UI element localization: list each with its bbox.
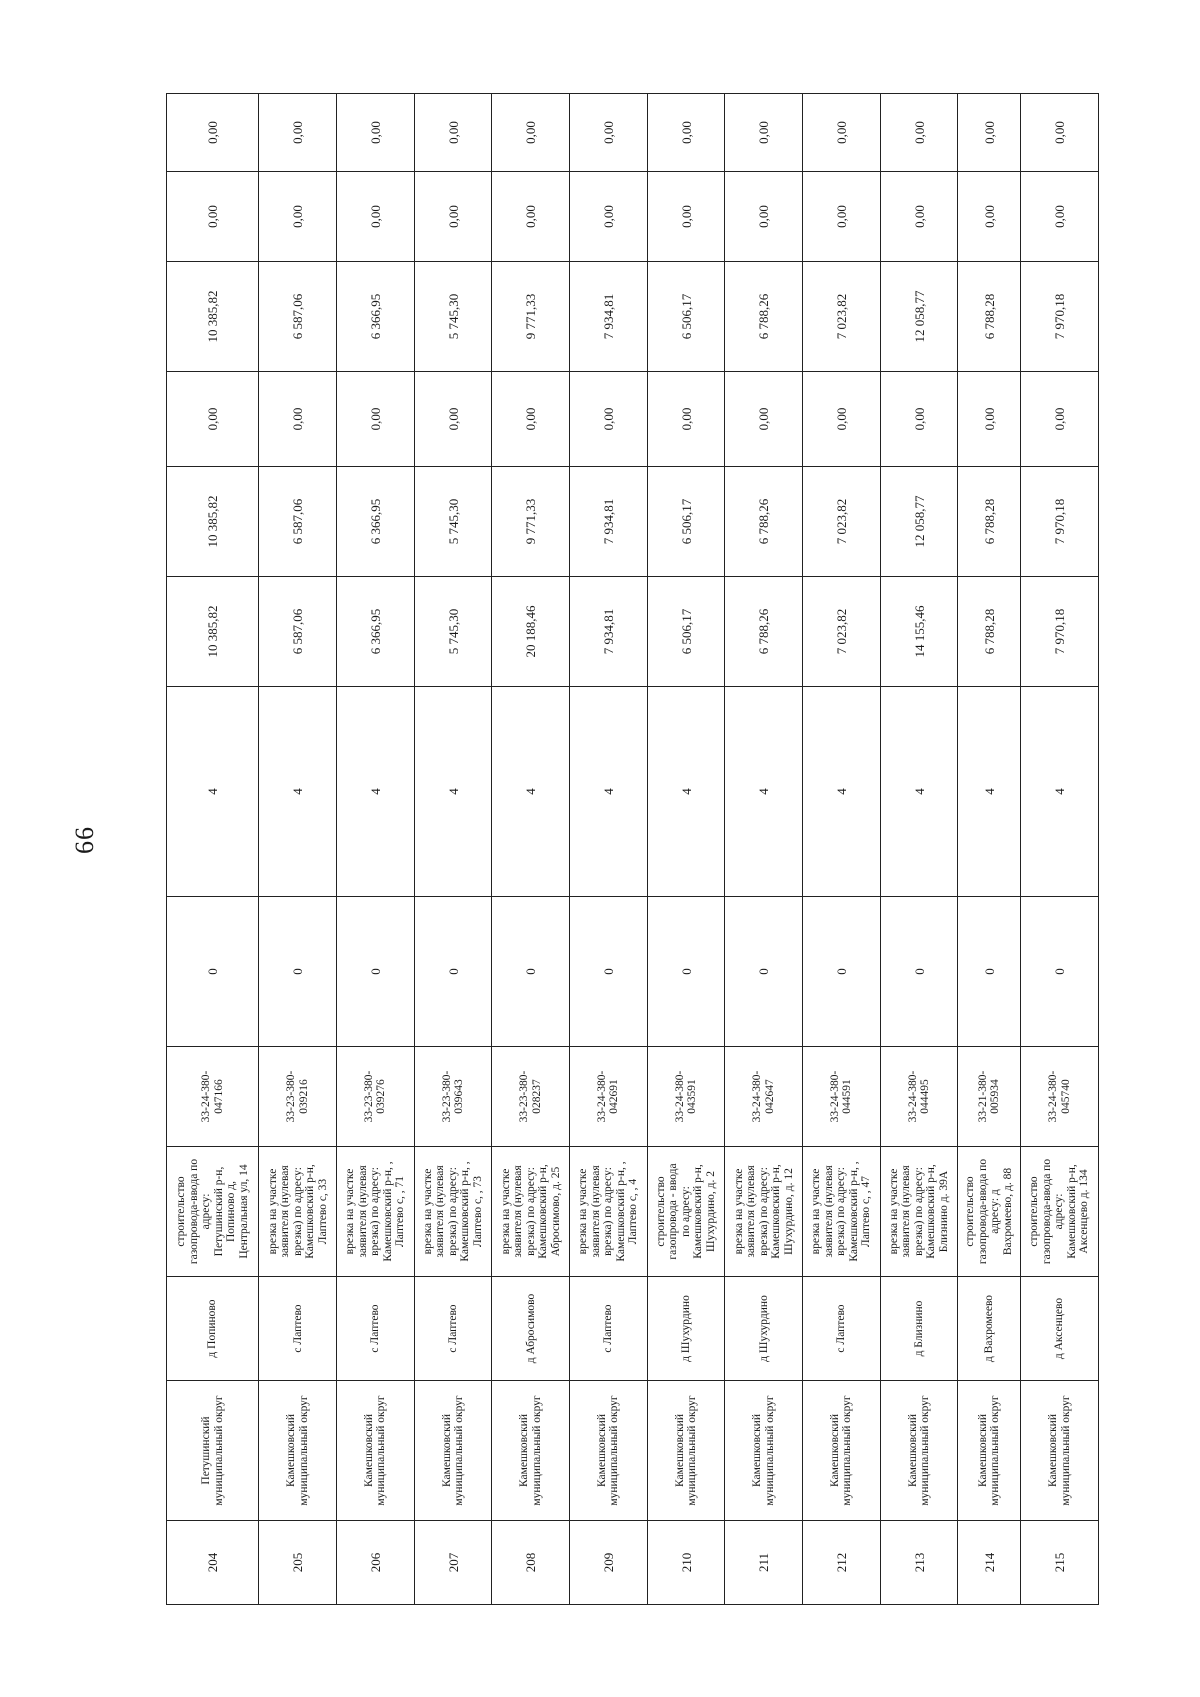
value-cell-2: 4 <box>492 687 570 897</box>
value-cell-1: 0 <box>167 897 259 1047</box>
district-cell: Камешковский муниципальный округ <box>1021 1381 1099 1521</box>
value-cell-7: 0,00 <box>1021 172 1099 262</box>
cadastral-number-cell <box>492 1047 570 1147</box>
cadastral-number-cell <box>958 1047 1021 1147</box>
value-cell-8: 0,00 <box>647 94 725 172</box>
district-cell: Камешковский муниципальный округ <box>803 1381 881 1521</box>
description-cell <box>414 1147 492 1277</box>
table-row <box>725 94 803 1605</box>
value-cell-3: 6 587,06 <box>259 577 337 687</box>
value-cell-5: 0,00 <box>880 372 958 467</box>
cadastral-number-cell <box>725 1047 803 1147</box>
settlement-cell: с Лаптево <box>259 1277 337 1381</box>
settlement-cell: д Шухурдино <box>725 1277 803 1381</box>
value-cell-7: 0,00 <box>492 172 570 262</box>
value-cell-6: 6 506,17 <box>647 262 725 372</box>
cadastral-number-cell-text: 33-24-380- 045740 <box>1047 1070 1072 1123</box>
value-cell-5: 0,00 <box>570 372 648 467</box>
value-cell-3: 6 366,95 <box>337 577 415 687</box>
settlement-cell: д Близнино <box>880 1277 958 1381</box>
table-row <box>1021 94 1099 1605</box>
value-cell-8: 0,00 <box>958 94 1021 172</box>
value-cell-3: 5 745,30 <box>414 577 492 687</box>
district-cell: Камешковский муниципальный округ <box>492 1381 570 1521</box>
value-cell-5: 0,00 <box>725 372 803 467</box>
cadastral-number-cell-text: 33-24-380- 047166 <box>200 1070 225 1123</box>
value-cell-4: 6 506,17 <box>647 467 725 577</box>
district-cell: Камешковский муниципальный округ <box>958 1381 1021 1521</box>
value-cell-2: 4 <box>803 687 881 897</box>
value-cell-5: 0,00 <box>414 372 492 467</box>
value-cell-7: 0,00 <box>167 172 259 262</box>
district-cell: Камешковский муниципальный округ <box>337 1381 415 1521</box>
table-row <box>259 94 337 1605</box>
description-cell-text: врезка на участке заявителя (нулевая врезка) по адресу: Камешковский р-н, Близнино д. 39А <box>887 1164 950 1259</box>
description-cell <box>647 1147 725 1277</box>
value-cell-2: 4 <box>414 687 492 897</box>
cadastral-number-cell <box>337 1047 415 1147</box>
cadastral-number-cell-text: 33-24-380- 044495 <box>906 1070 932 1123</box>
value-cell-2: 4 <box>880 687 958 897</box>
cadastral-number-cell-text: 33-24-380- 042647 <box>751 1070 776 1123</box>
settlement-cell: с Лаптево <box>570 1277 648 1381</box>
description-cell-text: врезка на участке заявителя (нулевая врезка) по адресу: Камешковский р-н, Шухурдино, д. 12 <box>732 1164 795 1259</box>
settlement-cell: с Лаптево <box>414 1277 492 1381</box>
value-cell-6: 7 970,18 <box>1021 262 1099 372</box>
value-cell-5: 0,00 <box>647 372 725 467</box>
value-cell-3: 6 506,17 <box>647 577 725 687</box>
settlement-cell: д Шухурдино <box>647 1277 725 1381</box>
value-cell-4: 7 023,82 <box>803 467 881 577</box>
cadastral-number-cell-text: 33-23-380- 028237 <box>518 1070 543 1123</box>
description-cell <box>880 1147 958 1277</box>
district-cell: Камешковский муниципальный округ <box>259 1381 337 1521</box>
description-cell-text: строительство газопровода-ввода по адресу: Камешковский р-н, Аксенцево д. 134 <box>1028 1158 1091 1265</box>
table-row <box>167 94 259 1605</box>
value-cell-1: 0 <box>725 897 803 1047</box>
row-number-cell: 215 <box>1021 1521 1099 1605</box>
value-cell-6: 10 385,82 <box>167 262 259 372</box>
value-cell-8: 0,00 <box>414 94 492 172</box>
value-cell-7: 0,00 <box>570 172 648 262</box>
cadastral-number-cell-text: 33-23-380- 039643 <box>440 1070 466 1123</box>
value-cell-8: 0,00 <box>337 94 415 172</box>
data-table <box>166 93 1099 1605</box>
cadastral-number-cell-text: 33-24-380- 043591 <box>673 1070 699 1123</box>
description-cell <box>337 1147 415 1277</box>
cadastral-number-cell <box>259 1047 337 1147</box>
value-cell-4: 7 934,81 <box>570 467 648 577</box>
value-cell-5: 0,00 <box>492 372 570 467</box>
value-cell-7: 0,00 <box>647 172 725 262</box>
table-row <box>492 94 570 1605</box>
district-cell: Камешковский муниципальный округ <box>880 1381 958 1521</box>
row-number-cell: 206 <box>337 1521 415 1605</box>
cadastral-number-cell-text: 33-24-380- 042691 <box>595 1070 621 1123</box>
value-cell-4: 10 385,82 <box>167 467 259 577</box>
table-row <box>880 94 958 1605</box>
value-cell-4: 9 771,33 <box>492 467 570 577</box>
table-row <box>958 94 1021 1605</box>
value-cell-3: 6 788,28 <box>958 577 1021 687</box>
value-cell-6: 7 934,81 <box>570 262 648 372</box>
value-cell-8: 0,00 <box>259 94 337 172</box>
value-cell-2: 4 <box>647 687 725 897</box>
table-row <box>570 94 648 1605</box>
district-cell: Камешковский муниципальный округ <box>647 1381 725 1521</box>
value-cell-7: 0,00 <box>880 172 958 262</box>
description-cell <box>803 1147 881 1277</box>
description-cell-text: врезка на участке заявителя (нулевая врезка) по адресу: Камешковский р-н, , Лаптево с, , 47 <box>810 1161 873 1262</box>
district-cell: Камешковский муниципальный округ <box>725 1381 803 1521</box>
row-number-cell: 214 <box>958 1521 1021 1605</box>
cadastral-number-cell <box>414 1047 492 1147</box>
value-cell-4: 6 587,06 <box>259 467 337 577</box>
value-cell-1: 0 <box>414 897 492 1047</box>
value-cell-3: 20 188,46 <box>492 577 570 687</box>
value-cell-1: 0 <box>958 897 1021 1047</box>
value-cell-6: 7 023,82 <box>803 262 881 372</box>
table-body <box>167 94 1099 1605</box>
value-cell-1: 0 <box>803 897 881 1047</box>
value-cell-1: 0 <box>337 897 415 1047</box>
description-cell <box>492 1147 570 1277</box>
value-cell-3: 14 155,46 <box>880 577 958 687</box>
settlement-cell: д Попиново <box>167 1277 259 1381</box>
settlement-cell: с Лаптево <box>337 1277 415 1381</box>
value-cell-8: 0,00 <box>570 94 648 172</box>
value-cell-3: 7 023,82 <box>803 577 881 687</box>
value-cell-5: 0,00 <box>337 372 415 467</box>
row-number-cell: 211 <box>725 1521 803 1605</box>
cadastral-number-cell-text: 33-24-380- 044591 <box>828 1070 854 1123</box>
description-cell-text: врезка на участке заявителя (нулевая врезка) по адресу: Камешковский р-н, Лаптево с, 33 <box>266 1164 329 1259</box>
value-cell-5: 0,00 <box>259 372 337 467</box>
description-cell <box>259 1147 337 1277</box>
value-cell-4: 6 788,28 <box>958 467 1021 577</box>
cadastral-number-cell <box>167 1047 259 1147</box>
row-number-cell: 212 <box>803 1521 881 1605</box>
value-cell-3: 7 970,18 <box>1021 577 1099 687</box>
value-cell-1: 0 <box>880 897 958 1047</box>
value-cell-8: 0,00 <box>492 94 570 172</box>
district-cell: Камешковский муниципальный округ <box>414 1381 492 1521</box>
value-cell-5: 0,00 <box>1021 372 1099 467</box>
settlement-cell: с Лаптево <box>803 1277 881 1381</box>
rotated-table-wrapper <box>166 94 1099 1605</box>
description-cell-text: строительство газопровода-ввода по адресу: д Вахромеево, д. 88 <box>964 1158 1014 1265</box>
value-cell-4: 6 788,26 <box>725 467 803 577</box>
value-cell-2: 4 <box>167 687 259 897</box>
description-cell <box>958 1147 1021 1277</box>
row-number-cell: 210 <box>647 1521 725 1605</box>
table-row <box>647 94 725 1605</box>
cadastral-number-cell-text: 33-23-380- 039216 <box>285 1070 310 1123</box>
value-cell-3: 10 385,82 <box>167 577 259 687</box>
value-cell-2: 4 <box>337 687 415 897</box>
value-cell-8: 0,00 <box>803 94 881 172</box>
value-cell-3: 7 934,81 <box>570 577 648 687</box>
value-cell-7: 0,00 <box>337 172 415 262</box>
row-number-cell: 208 <box>492 1521 570 1605</box>
value-cell-4: 7 970,18 <box>1021 467 1099 577</box>
description-cell-text: врезка на участке заявителя (нулевая врезка) по адресу: Камешковский р-н, , Лаптево с, , 4 <box>577 1161 640 1262</box>
value-cell-8: 0,00 <box>725 94 803 172</box>
cadastral-number-cell <box>803 1047 881 1147</box>
value-cell-3: 6 788,26 <box>725 577 803 687</box>
table-row <box>414 94 492 1605</box>
description-cell-text: строительство газопровода-ввода по адресу: Петушинский р-н, Попиново д, Центральная ул, 14 <box>175 1158 250 1265</box>
district-cell: Камешковский муниципальный округ <box>570 1381 648 1521</box>
cadastral-number-cell-text: 33-23-380- 039276 <box>362 1070 388 1123</box>
description-cell <box>1021 1147 1099 1277</box>
cadastral-number-cell <box>1021 1047 1099 1147</box>
cadastral-number-cell <box>647 1047 725 1147</box>
settlement-cell: д Абросимово <box>492 1277 570 1381</box>
cadastral-number-cell <box>570 1047 648 1147</box>
value-cell-8: 0,00 <box>1021 94 1099 172</box>
cadastral-number-cell <box>880 1047 958 1147</box>
value-cell-7: 0,00 <box>803 172 881 262</box>
settlement-cell: д Аксенцево <box>1021 1277 1099 1381</box>
row-number-cell: 204 <box>167 1521 259 1605</box>
row-number-cell: 205 <box>259 1521 337 1605</box>
value-cell-6: 9 771,33 <box>492 262 570 372</box>
value-cell-7: 0,00 <box>414 172 492 262</box>
value-cell-1: 0 <box>259 897 337 1047</box>
value-cell-8: 0,00 <box>880 94 958 172</box>
description-cell-text: врезка на участке заявителя (нулевая врезка) по адресу: Камешковский р-н, , Лаптево с, , 73 <box>421 1161 484 1262</box>
row-number-cell: 213 <box>880 1521 958 1605</box>
description-cell <box>167 1147 259 1277</box>
value-cell-4: 6 366,95 <box>337 467 415 577</box>
settlement-cell: д Вахромеево <box>958 1277 1021 1381</box>
value-cell-5: 0,00 <box>803 372 881 467</box>
value-cell-2: 4 <box>259 687 337 897</box>
description-cell <box>570 1147 648 1277</box>
value-cell-7: 0,00 <box>725 172 803 262</box>
value-cell-7: 0,00 <box>958 172 1021 262</box>
value-cell-2: 4 <box>1021 687 1099 897</box>
value-cell-8: 0,00 <box>167 94 259 172</box>
table-row <box>803 94 881 1605</box>
value-cell-4: 12 058,77 <box>880 467 958 577</box>
value-cell-4: 5 745,30 <box>414 467 492 577</box>
value-cell-6: 6 587,06 <box>259 262 337 372</box>
district-cell: Петушинский муниципальный округ <box>167 1381 259 1521</box>
value-cell-6: 6 788,28 <box>958 262 1021 372</box>
page-number: 66 <box>70 826 99 854</box>
value-cell-1: 0 <box>570 897 648 1047</box>
value-cell-6: 5 745,30 <box>414 262 492 372</box>
row-number-cell: 207 <box>414 1521 492 1605</box>
table-row <box>337 94 415 1605</box>
description-cell-text: врезка на участке заявителя (нулевая врезка) по адресу: Камешковский р-н, , Лаптево с, , 71 <box>344 1161 407 1262</box>
value-cell-5: 0,00 <box>167 372 259 467</box>
description-cell <box>725 1147 803 1277</box>
value-cell-5: 0,00 <box>958 372 1021 467</box>
value-cell-7: 0,00 <box>259 172 337 262</box>
value-cell-1: 0 <box>492 897 570 1047</box>
value-cell-1: 0 <box>647 897 725 1047</box>
value-cell-2: 4 <box>725 687 803 897</box>
row-number-cell: 209 <box>570 1521 648 1605</box>
cadastral-number-cell-text: 33-21-380- 005934 <box>976 1070 1002 1123</box>
value-cell-6: 6 366,95 <box>337 262 415 372</box>
value-cell-2: 4 <box>958 687 1021 897</box>
description-cell-text: строительство газопровода - ввода по адресу: Камешковский р-н, Шухурдино, д. 2 <box>654 1163 717 1260</box>
value-cell-6: 12 058,77 <box>880 262 958 372</box>
value-cell-1: 0 <box>1021 897 1099 1047</box>
value-cell-6: 6 788,26 <box>725 262 803 372</box>
description-cell-text: врезка на участке заявителя (нулевая врезка) по адресу: Камешковский р-н, Абросимово, д. 25 <box>499 1164 562 1259</box>
value-cell-2: 4 <box>570 687 648 897</box>
